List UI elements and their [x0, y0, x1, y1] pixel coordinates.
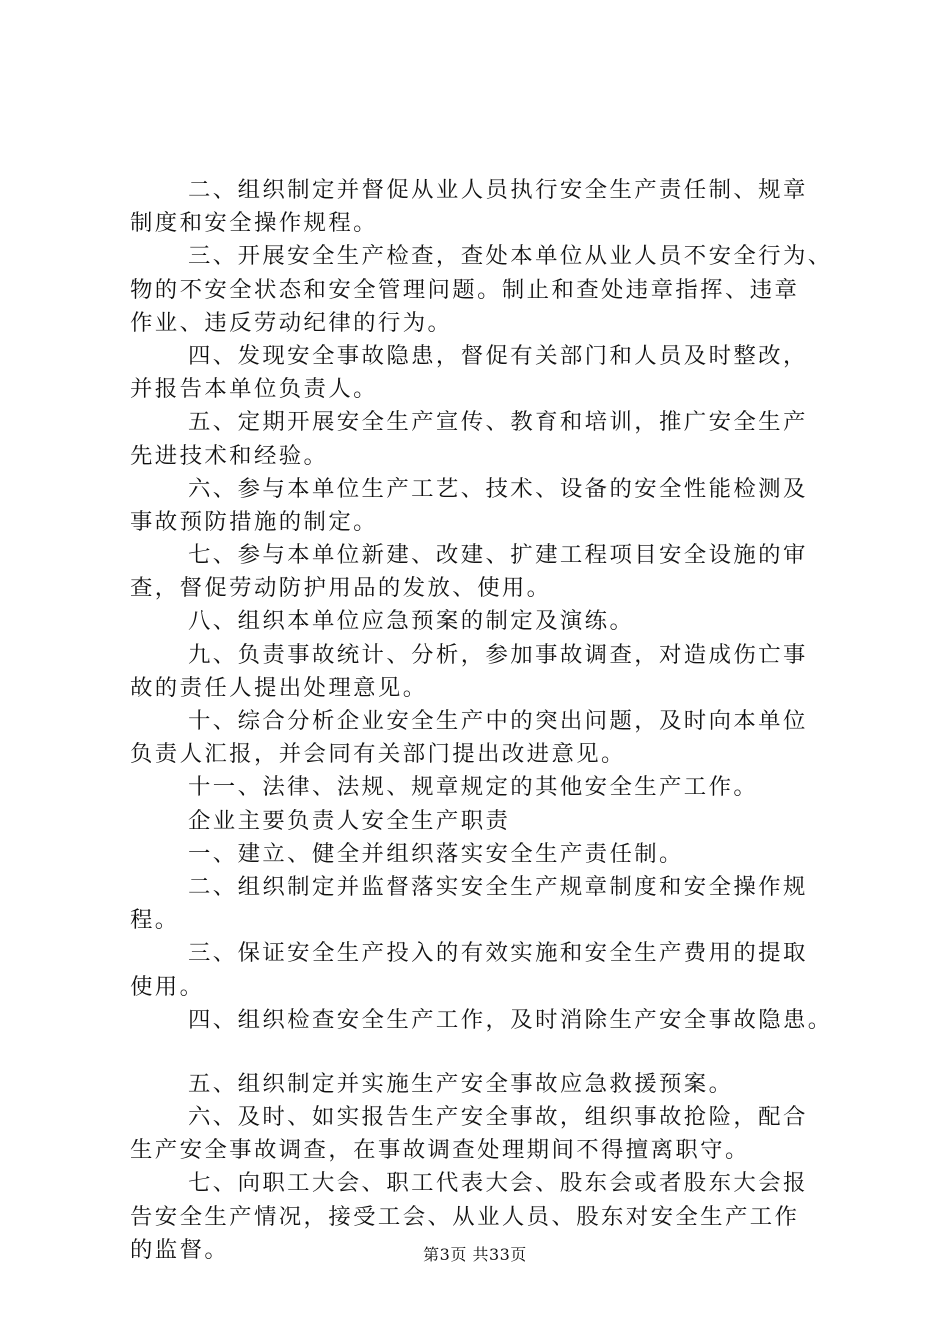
paragraph: [130, 340, 850, 406]
text-line: 制度和安全操作规程。: [130, 210, 378, 237]
paragraph: [130, 605, 850, 638]
paragraph: [130, 1004, 850, 1037]
paragraph: [130, 639, 850, 705]
text-line: 十一、法律、法规、规章规定的其他安全生产工作。: [188, 774, 759, 801]
paragraph: [130, 473, 850, 539]
text-line: 作业、违反劳动纪律的行为。: [130, 309, 453, 336]
text-line: 先进技术和经验。: [130, 442, 329, 469]
paragraph-gap: [130, 1037, 850, 1068]
text-line: 三、开展安全生产检查，查处本单位从业人员不安全行为、: [188, 243, 833, 270]
paragraph: [130, 1101, 850, 1167]
document-body: [130, 174, 850, 1267]
page-footer: 第3页 共33页: [423, 1245, 527, 1264]
paragraph: [130, 871, 850, 937]
text-line: 六、参与本单位生产工艺、技术、设备的安全性能检测及: [188, 475, 808, 502]
text-line: 二、组织制定并督促从业人员执行安全生产责任制、规章: [188, 177, 808, 203]
text-line: 告安全生产情况，接受工会、从业人员、股东对安全生产工作: [130, 1203, 800, 1230]
paragraph: [130, 771, 850, 804]
paragraph: [130, 937, 850, 1003]
paragraph: [130, 838, 850, 871]
paragraph: [130, 539, 850, 605]
text-line: 企业主要负责人安全生产职责: [188, 807, 511, 834]
text-line: 九、负责事故统计、分析，参加事故调查，对造成伤亡事: [188, 641, 808, 668]
text-line: 五、组织制定并实施生产安全事故应急救援预案。: [188, 1070, 734, 1097]
text-line: 负责人汇报，并会同有关部门提出改进意见。: [130, 741, 626, 768]
text-line: 六、及时、如实报告生产安全事故，组织事故抢险，配合: [188, 1104, 808, 1131]
text-line: 并报告本单位负责人。: [130, 376, 378, 403]
text-line: 八、组织本单位应急预案的制定及演练。: [188, 608, 635, 635]
text-line: 一、建立、健全并组织落实安全生产责任制。: [188, 840, 684, 867]
text-line: 程。: [130, 907, 180, 934]
text-line: 查，督促劳动防护用品的发放、使用。: [130, 575, 552, 602]
paragraph: [130, 406, 850, 472]
paragraph: [130, 1068, 850, 1101]
text-line: 二、组织制定并监督落实安全生产规章制度和安全操作规: [188, 873, 808, 900]
paragraph: [130, 805, 850, 838]
text-line: 故的责任人提出处理意见。: [130, 674, 428, 701]
text-line: 生产安全事故调查，在事故调查处理期间不得擅离职守。: [130, 1137, 750, 1164]
text-line: 事故预防措施的制定。: [130, 508, 378, 535]
text-line: 四、发现安全事故隐患，督促有关部门和人员及时整改，: [188, 342, 808, 369]
text-line: 七、参与本单位新建、改建、扩建工程项目安全设施的审: [188, 542, 808, 569]
text-line: 五、定期开展安全生产宣传、教育和培训，推广安全生产: [188, 409, 808, 436]
text-line: 使用。: [130, 973, 205, 1000]
paragraph: [130, 240, 850, 340]
text-line: 三、保证安全生产投入的有效实施和安全生产费用的提取: [188, 940, 808, 967]
paragraph: [130, 174, 850, 240]
text-line: 七、向职工大会、职工代表大会、股东会或者股东大会报: [188, 1170, 808, 1197]
text-line: 的监督。: [130, 1236, 230, 1263]
text-line: 物的不安全状态和安全管理问题。制止和查处违章指挥、违章: [130, 276, 800, 303]
text-line: 十、综合分析企业安全生产中的突出问题，及时向本单位: [188, 708, 808, 734]
paragraph: [130, 705, 850, 771]
text-line: 四、组织检查安全生产工作，及时消除生产安全事故隐患。: [188, 1006, 833, 1033]
